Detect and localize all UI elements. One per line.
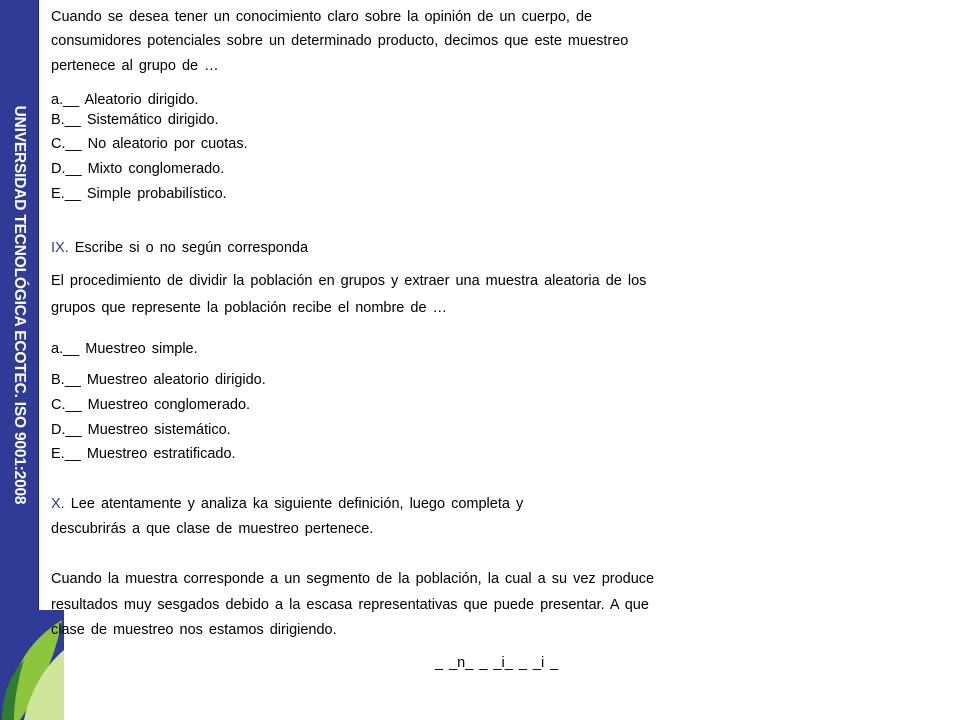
section-9-number: IX. [51,240,69,256]
section-9-title: Escribe si o no según corresponda [68,240,309,256]
q1-option-a: a.__ Aleatorio dirigido. [51,92,199,108]
q1-line-3: pertenece al grupo de … [51,58,219,74]
s9-line-1: El procedimiento de dividir la población en grupos y extraer una muestra aleatoria de los [51,273,647,289]
answer-blanks: _ _n_ _ _i_ _ _i _ [435,655,559,671]
s9-option-e: E.__ Muestreo estratificado. [51,446,236,462]
s10-line-1: Cuando la muestra corresponde a un segmento de la población, la cual a su vez produce [51,571,655,587]
section-10-title: Lee atentamente y analiza ka siguiente definición, luego completa y [64,496,524,512]
s9-option-c: C.__ Muestreo conglomerado. [51,397,251,413]
s10-line-2: resultados muy sesgados debido a la escasa representativas que puede presentar. A que [51,597,649,613]
s10-line-3: clase de muestreo nos estamos dirigiendo. [51,622,337,638]
s9-option-b: B.__ Muestreo aleatorio dirigido. [51,372,266,388]
q1-line-1: Cuando se desea tener un conocimiento claro sobre la opinión de un cuerpo, de [51,9,593,25]
section-10-heading-2: descubrirás a que clase de muestreo pertenece. [51,521,374,537]
university-name: UNIVERSIDAD TECNOLÓGICA ECOTEC. ISO 9001:2008 [11,105,28,505]
sidebar-band [0,0,39,610]
q1-line-2: consumidores potenciales sobre un determinado producto, decimos que este muestreo [51,33,629,49]
section-9-heading [51,240,308,256]
q1-option-d: D.__ Mixto conglomerado. [51,161,225,177]
section-10-heading [51,496,523,512]
section-10-number: X. [51,496,65,512]
s9-option-d: D.__ Muestreo sistemático. [51,422,231,438]
s9-line-2: grupos que represente la población recibe el nombre de … [51,300,448,316]
q1-option-e: E.__ Simple probabilístico. [51,186,227,202]
q1-option-b: B.__ Sistemático dirigido. [51,112,219,128]
q1-option-c: C.__ No aleatorio por cuotas. [51,136,248,152]
s9-option-a: a.__ Muestreo simple. [51,341,198,357]
